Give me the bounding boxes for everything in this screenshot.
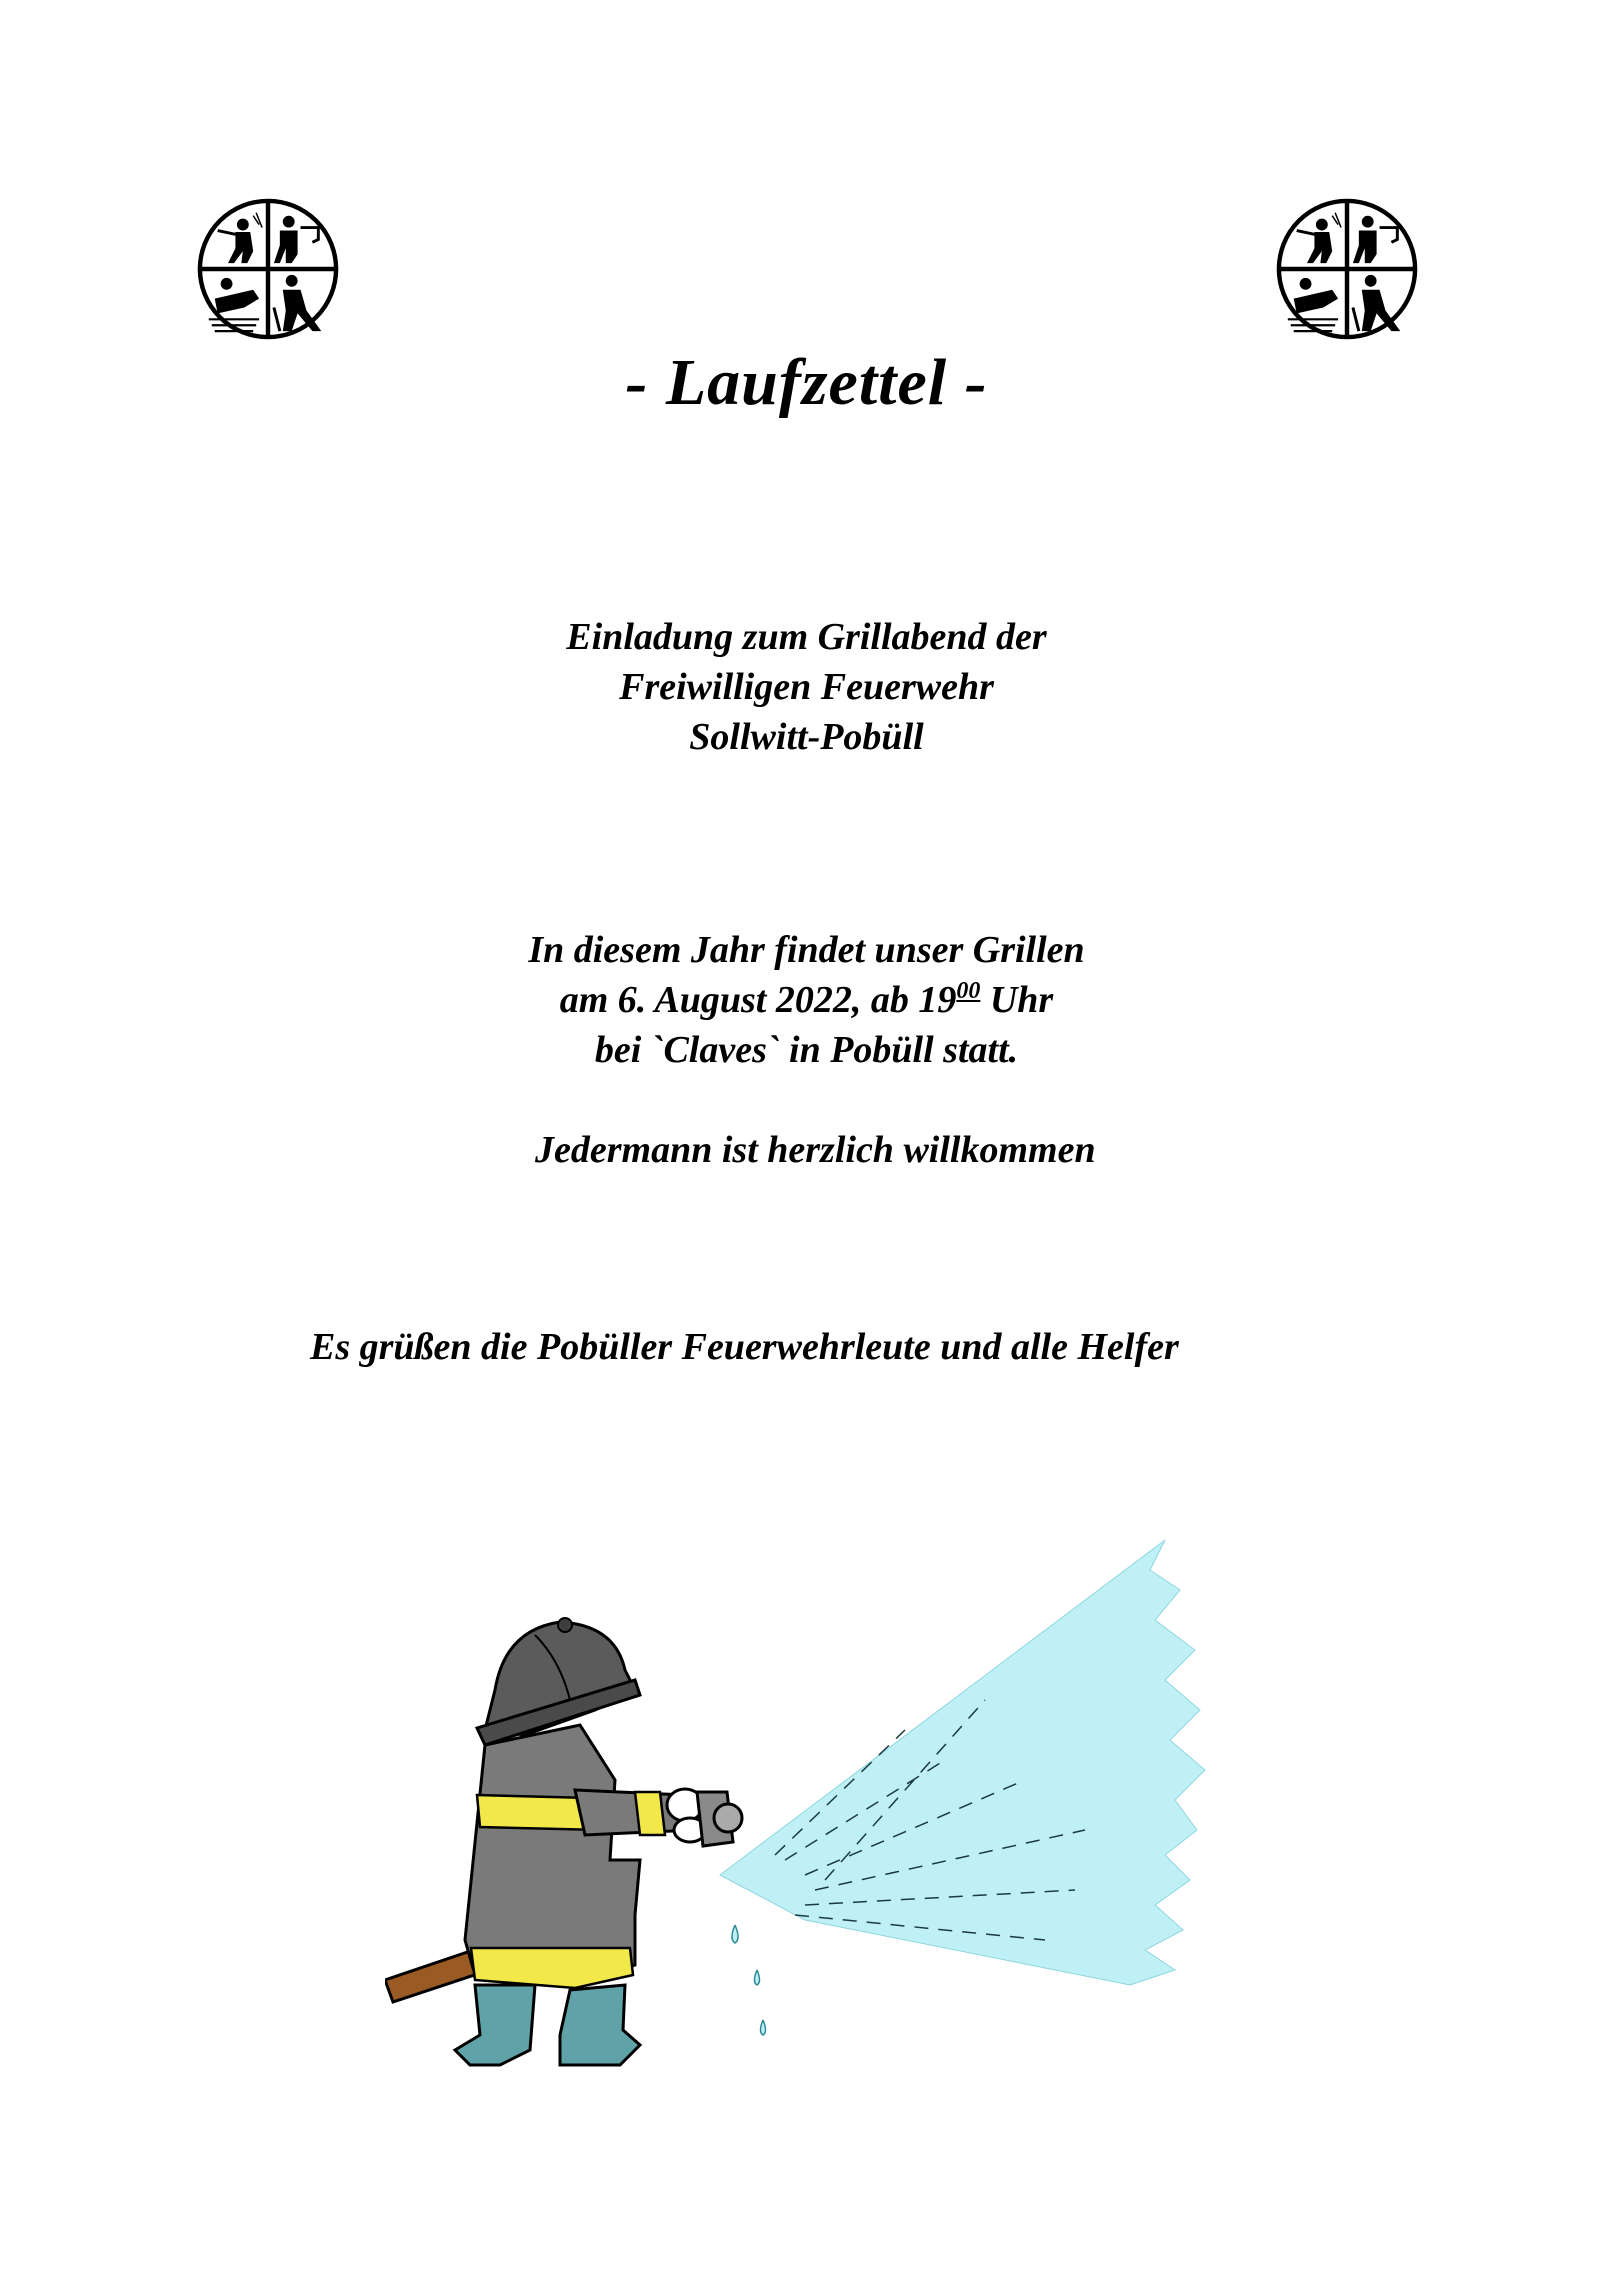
invitation-block [0,612,1613,762]
welcome-text: Jedermann ist herzlich willkommen [535,1129,1096,1171]
fire-brigade-emblem-icon [1273,195,1421,343]
greeting-text: Es grüßen die Pobüller Feuerwehrleute und alle Helfer [310,1326,1179,1368]
invitation-line-2: Freiwilligen Feuerwehr [619,666,994,708]
event-block [0,925,1613,1075]
event-line-1: In diesem Jahr findet unser Grillen [528,929,1085,971]
firefighter-with-hose-illustration [385,1530,1225,2110]
invitation-line-1: Einladung zum Grillabend der [566,616,1047,658]
fire-brigade-emblem-left [194,195,342,343]
event-date: am 6. August 2022, ab 19 [559,979,957,1021]
event-time-unit: Uhr [980,979,1054,1021]
firefighter-illustration [385,1530,1225,2110]
event-time-minutes: 00 [956,978,981,1004]
document-title: - Laufzettel - [625,346,988,419]
fire-brigade-emblem-icon [194,195,342,343]
event-line-3: bei `Claves` in Pobüll statt. [594,1029,1019,1071]
invitation-line-3: Sollwitt-Pobüll [689,716,924,758]
fire-brigade-emblem-right [1273,195,1421,343]
event-line-2 [0,975,1613,1025]
